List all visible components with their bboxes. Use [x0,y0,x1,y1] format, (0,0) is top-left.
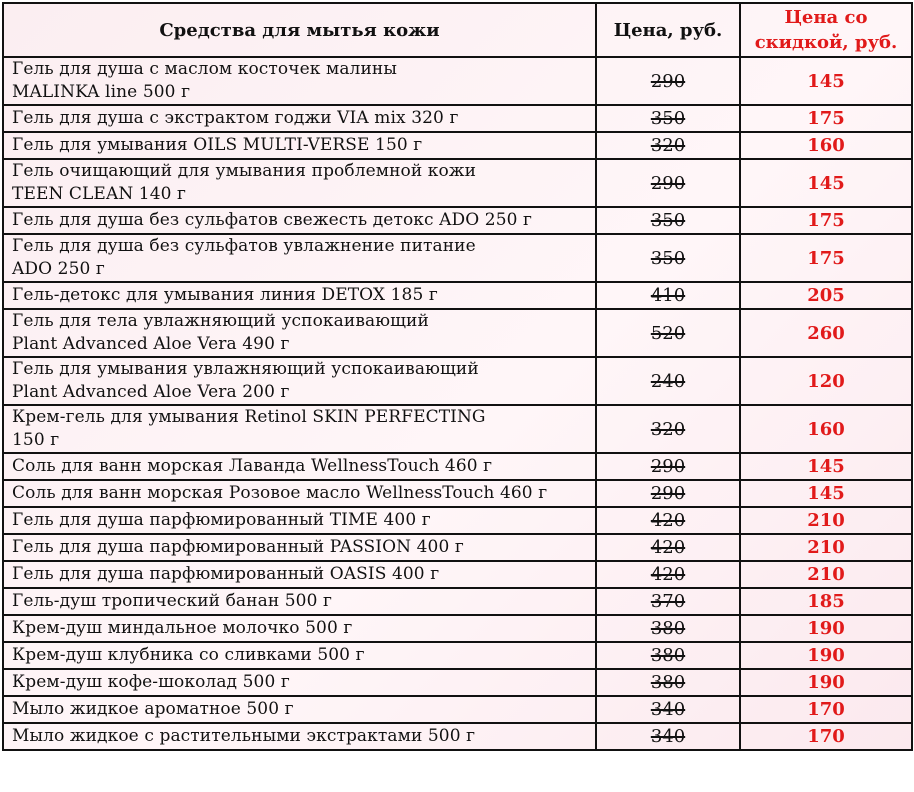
header-discount-line2: скидкой, руб. [754,32,898,53]
product-name-line2: 150 г [12,430,60,450]
discount-price: 175 [740,234,912,282]
discount-price: 145 [740,453,912,480]
product-name-cell [3,507,596,534]
discount-price: 190 [740,669,912,696]
product-name-cell [3,669,596,696]
old-price: 520 [596,309,740,357]
table-row [3,105,912,132]
discount-price: 210 [740,561,912,588]
table-row [3,207,912,234]
table-row [3,588,912,615]
product-name-cell [3,696,596,723]
table-row [3,453,912,480]
table-row [3,534,912,561]
table-row [3,507,912,534]
table-row [3,309,912,357]
discount-price: 145 [740,159,912,207]
old-price: 320 [596,132,740,159]
discount-price: 205 [740,282,912,309]
old-price: 350 [596,234,740,282]
product-name-line1: Гель для душа с экстрактом годжи VIA mix 320 г [12,108,459,128]
product-name-line1: Крем-душ миндальное молочко 500 г [12,618,353,638]
product-name-line1: Мыло жидкое с растительными экстрактами 500 г [12,726,476,746]
table-row [3,159,912,207]
product-name-line1: Гель для умывания увлажняющий успокаивающий [12,359,479,379]
product-name-cell [3,234,596,282]
product-name-cell [3,207,596,234]
old-price: 380 [596,615,740,642]
product-name-line1: Гель-душ тропический банан 500 г [12,591,333,611]
product-name-line1: Гель для душа парфюмированный TIME 400 г [12,510,431,530]
discount-price: 120 [740,357,912,405]
table-row [3,723,912,750]
discount-price: 160 [740,405,912,453]
product-name-cell [3,405,596,453]
price-table [2,2,913,751]
table-row [3,696,912,723]
table-row [3,282,912,309]
old-price: 370 [596,588,740,615]
old-price: 420 [596,507,740,534]
product-name-cell [3,282,596,309]
discount-price: 145 [740,480,912,507]
product-name-line1: Гель для душа с маслом косточек малины [12,59,397,79]
old-price: 410 [596,282,740,309]
header-product-name: Средства для мытья кожи [3,3,596,57]
product-name-line1: Гель для душа без сульфатов увлажнение питание [12,236,476,256]
old-price: 290 [596,57,740,105]
table-row [3,561,912,588]
table-row [3,480,912,507]
product-name-cell [3,561,596,588]
product-name-line1: Соль для ванн морская Розовое масло WellnessTouch 460 г [12,483,548,503]
product-name-cell [3,723,596,750]
product-name-line1: Крем-гель для умывания Retinol SKIN PERFECTING [12,407,486,427]
header-row [3,3,912,57]
discount-price: 175 [740,207,912,234]
header-discount-line1: Цена со [784,7,868,28]
old-price: 290 [596,453,740,480]
product-name-line1: Мыло жидкое ароматное 500 г [12,699,294,719]
product-name-cell [3,480,596,507]
old-price: 290 [596,159,740,207]
product-name-cell [3,159,596,207]
discount-price: 175 [740,105,912,132]
table-row [3,234,912,282]
table-row [3,132,912,159]
product-name-line1: Гель для душа парфюмированный OASIS 400 г [12,564,440,584]
product-name-line1: Гель-детокс для умывания линия DETOX 185 г [12,285,438,305]
product-name-cell [3,534,596,561]
product-name-cell [3,132,596,159]
product-name-cell [3,105,596,132]
old-price: 240 [596,357,740,405]
header-price: Цена, руб. [596,3,740,57]
product-name-line1: Гель очищающий для умывания проблемной кожи [12,161,477,181]
product-name-line1: Гель для тела увлажняющий успокаивающий [12,311,429,331]
table-body [3,57,912,750]
table-row [3,615,912,642]
product-name-line1: Гель для умывания OILS MULTI-VERSE 150 г [12,135,423,155]
product-name-cell [3,453,596,480]
old-price: 350 [596,207,740,234]
old-price: 320 [596,405,740,453]
product-name-line2: ADO 250 г [12,259,105,279]
product-name-line1: Крем-душ кофе-шоколад 500 г [12,672,290,692]
product-name-line1: Гель для душа парфюмированный PASSION 400 г [12,537,464,557]
old-price: 420 [596,561,740,588]
table-row [3,669,912,696]
product-name-line1: Гель для душа без сульфатов свежесть детокс ADO 250 г [12,210,533,230]
product-name-cell [3,615,596,642]
header-discount-price [740,3,912,57]
discount-price: 210 [740,507,912,534]
old-price: 340 [596,723,740,750]
product-name-line2: Plant Advanced Aloe Vera 200 г [12,382,290,402]
discount-price: 170 [740,696,912,723]
discount-price: 145 [740,57,912,105]
discount-price: 210 [740,534,912,561]
product-name-line1: Соль для ванн морская Лаванда WellnessTouch 460 г [12,456,493,476]
product-name-line1: Крем-душ клубника со сливками 500 г [12,645,365,665]
product-name-cell [3,309,596,357]
product-name-cell [3,642,596,669]
discount-price: 185 [740,588,912,615]
discount-price: 190 [740,642,912,669]
discount-price: 260 [740,309,912,357]
old-price: 350 [596,105,740,132]
old-price: 380 [596,669,740,696]
product-name-line2: Plant Advanced Aloe Vera 490 г [12,334,290,354]
table-row [3,357,912,405]
product-name-cell [3,57,596,105]
product-name-cell [3,588,596,615]
old-price: 340 [596,696,740,723]
product-name-line2: MALINKA line 500 г [12,82,191,102]
table-row [3,642,912,669]
discount-price: 190 [740,615,912,642]
old-price: 290 [596,480,740,507]
discount-price: 160 [740,132,912,159]
table-row [3,57,912,105]
table-row [3,405,912,453]
discount-price: 170 [740,723,912,750]
product-name-cell [3,357,596,405]
product-name-line2: TEEN CLEAN 140 г [12,184,187,204]
old-price: 380 [596,642,740,669]
old-price: 420 [596,534,740,561]
